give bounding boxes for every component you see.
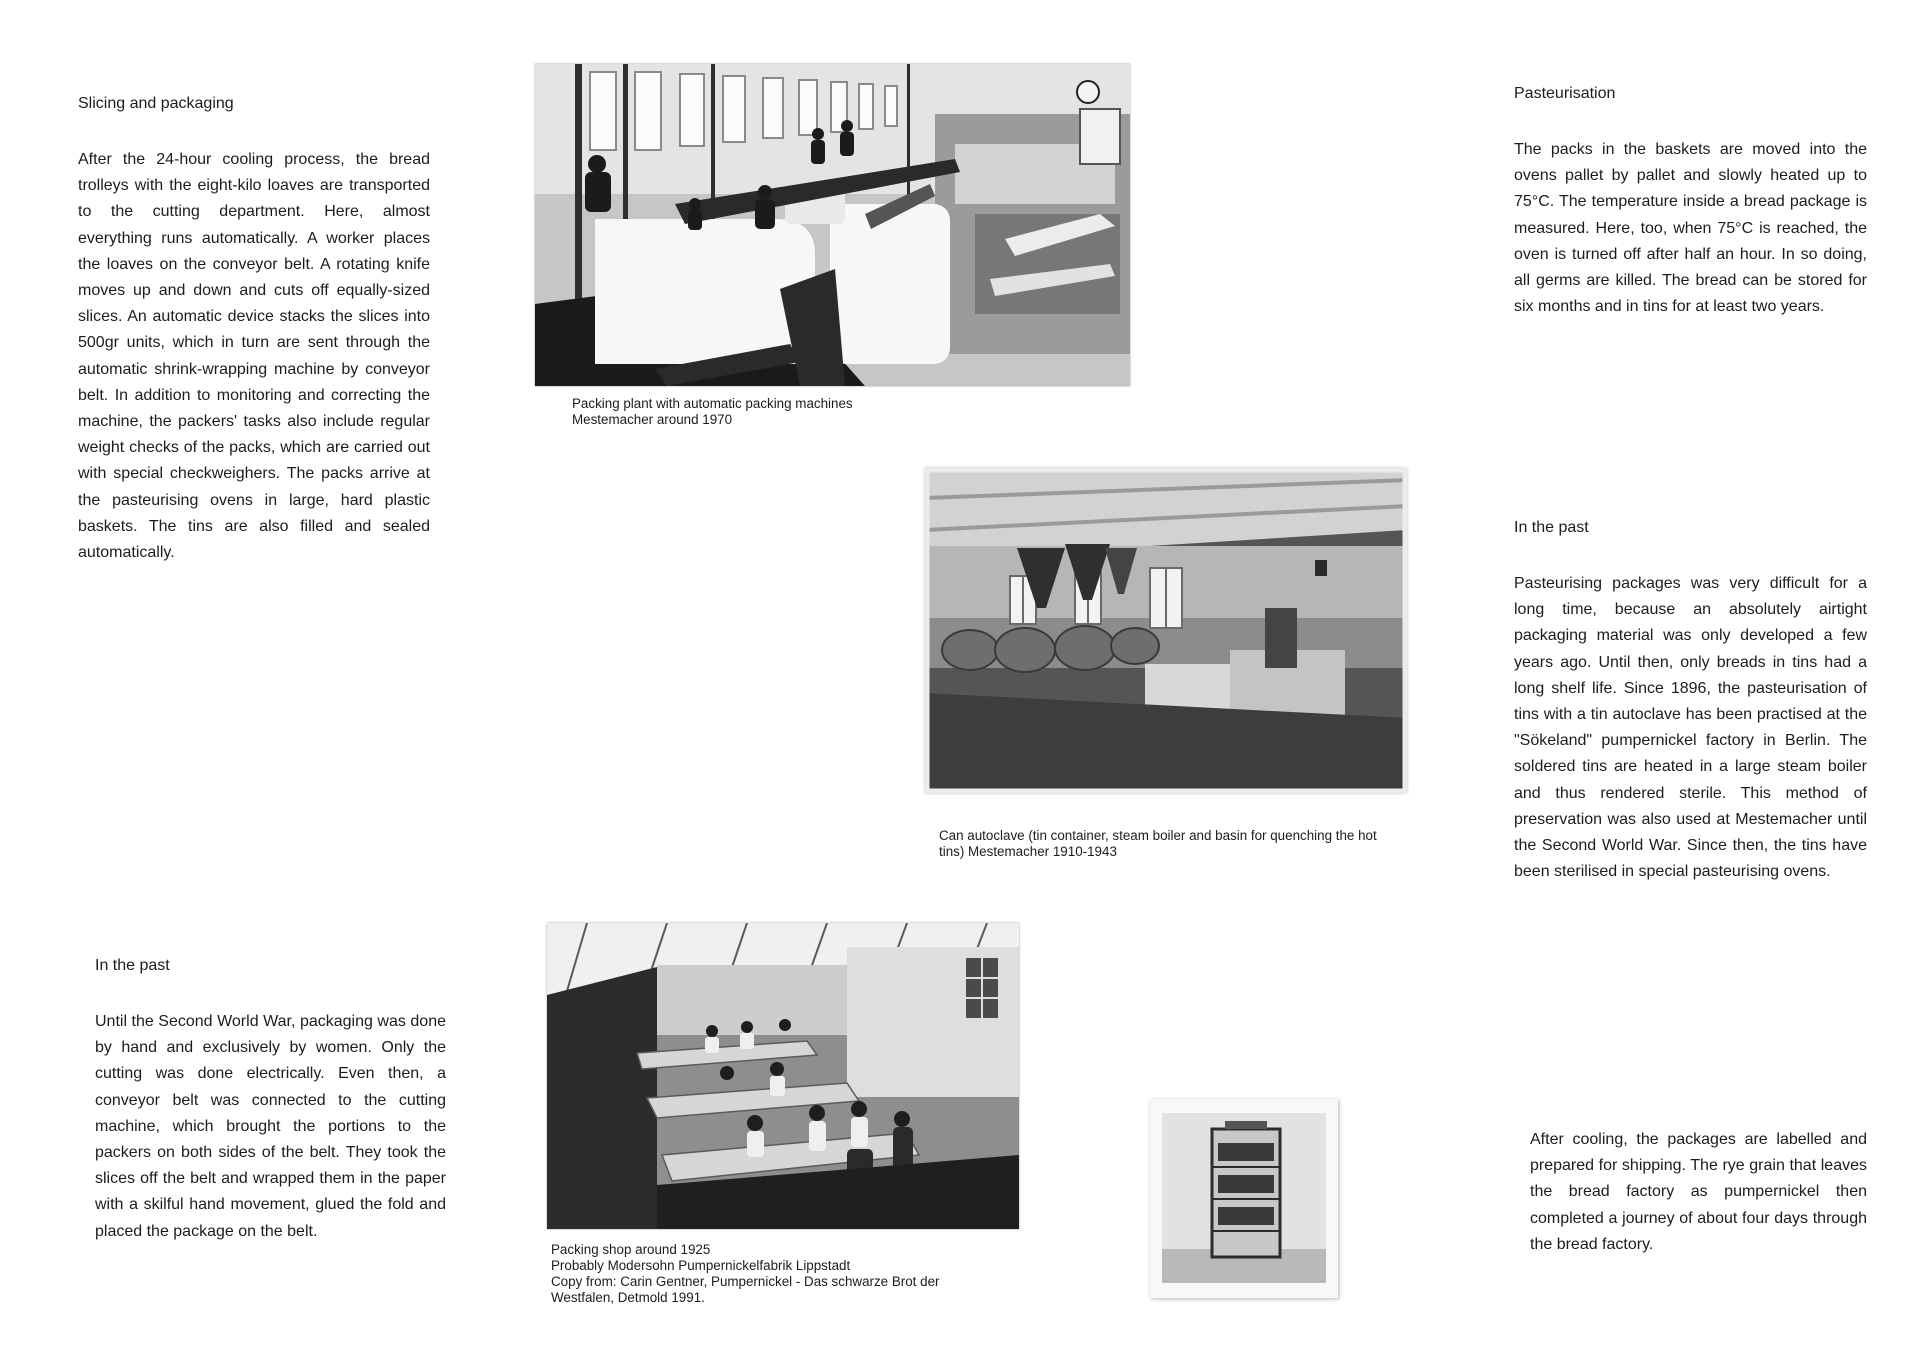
left-wall (547, 967, 657, 1229)
oven-rack-image (1150, 1099, 1338, 1298)
caption-line: tins) Mestemacher 1910-1943 (939, 844, 1117, 859)
past-pasteurising-heading: In the past (1514, 519, 1589, 536)
packing-plant-caption (572, 396, 853, 428)
pasteurising-rack (1212, 1121, 1280, 1257)
caption-line: Packing plant with automatic packing machines (572, 396, 853, 411)
pasteurisation-heading: Pasteurisation (1514, 85, 1616, 102)
packing-shop-photo (547, 923, 1019, 1229)
past-packaging-heading: In the past (95, 957, 170, 974)
caption-line: Copy from: Carin Gentner, Pumpernickel - Das schwarze Brot der (551, 1274, 940, 1289)
past-pasteurising-text: Pasteurising packages was very difficult for a long time, because an absolutely airtight packaging material was only developed a few years ago. Until then, only breads in tins had a long shelf life. Since 1896, the pasteurisation of tins with a tin autoclave has been practised at the "Sökeland" pumpernickel factory in Berlin. The soldered tins are heated in a large steam boiler and thus rendered sterile. This method of preservation was also used at Mestemacher until the Second World War. Since then, the tins have been sterilised in special pasteurising ovens. (1514, 575, 1867, 881)
oven-rack-snapshot (1150, 1099, 1338, 1298)
can-autoclave-caption (939, 828, 1377, 860)
packing-plant-image (535, 64, 1130, 386)
packing-plant-photo (535, 64, 1130, 386)
shipping-section (1530, 1127, 1867, 1258)
slicing-packaging-text: After the 24-hour cooling process, the bread trolleys with the eight-kilo loaves are transported to the cutting department. Here, almost everything runs automatically. A worker places the loaves on the conveyor belt. A rotating knife moves up and down and cuts off equally-sized slices. An automatic device stacks the slices into 500gr units, which in turn are sent through the automatic shrink-wrapping machine by conveyor belt. In addition to monitoring and correcting the machine, the packers' tasks also include regular weight checks of the packs, which are carried out with special checkweighers. The packs arrive at the pasteurising ovens in large, hard plastic baskets. The tins are also filled and sealed automatically. (78, 151, 430, 562)
caption-line: Probably Modersohn Pumpernickelfabrik Lippstadt (551, 1258, 851, 1273)
caption-line: Packing shop around 1925 (551, 1242, 711, 1257)
can-autoclave-photo (925, 468, 1407, 793)
caption-line: Mestemacher around 1970 (572, 412, 733, 427)
caption-line: Westfalen, Detmold 1991. (551, 1290, 705, 1305)
past-pasteurising-section (1514, 515, 1867, 885)
past-packaging-section (95, 953, 446, 1245)
can-autoclave-image (925, 468, 1407, 793)
past-packaging-text: Until the Second World War, packaging was done by hand and exclusively by women. Only the cutting was done electrically. Even then, a conveyor belt was connected to the cutting machine, which brought the portions to the packers on both sides of the belt. They took the slices off the belt and wrapped them in the paper with a skilful hand movement, glued the fold and placed the package on the belt. (95, 1013, 446, 1240)
right-machinery (935, 109, 1130, 354)
packing-shop-image (547, 923, 1019, 1229)
shipping-text: After cooling, the packages are labelled and prepared for shipping. The rye grain that leaves the bread factory as pumpernickel then completed a journey of about four days through the bread factory. (1530, 1131, 1867, 1253)
wall-window (965, 957, 999, 1019)
caption-line: Can autoclave (tin container, steam boiler and basin for quenching the hot (939, 828, 1377, 843)
slicing-packaging-heading: Slicing and packaging (78, 95, 234, 112)
pasteurisation-text: The packs in the baskets are moved into the ovens pallet by pallet and slowly heated up to 75°C. The temperature inside a bread package is measured. Here, too, when 75°C is reached, the oven is turned off after half an hour. In so doing, all germs are killed. The bread can be stored for six months and in tins for at least two years. (1514, 141, 1867, 316)
pasteurisation-section (1514, 81, 1867, 320)
packing-shop-caption (551, 1242, 939, 1306)
wall-clock (1077, 81, 1099, 103)
slicing-packaging-section (78, 91, 430, 566)
